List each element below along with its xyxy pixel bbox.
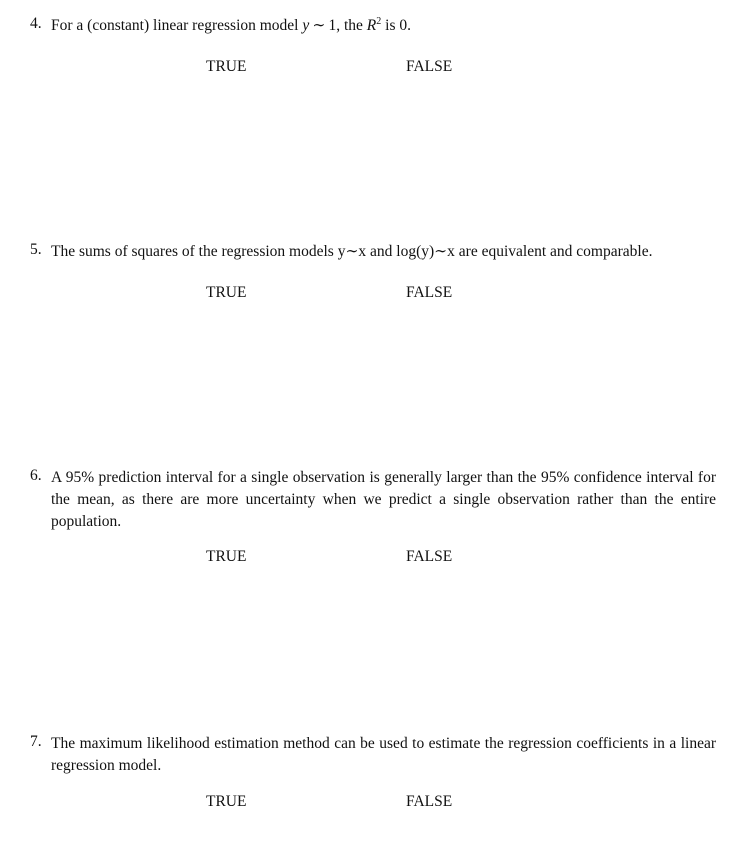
question-number: 7. xyxy=(30,733,42,750)
question-4 xyxy=(30,15,716,37)
question-text: The maximum likelihood estimation method can be used to estimate the regression coefficients in a linear regression model. xyxy=(51,735,716,774)
question-text: The sums of squares of the regression models y∼x and log(y)∼x are equivalent and comparable. xyxy=(51,243,653,260)
question-7 xyxy=(30,733,716,777)
question-text: A 95% prediction interval for a single observation is generally larger than the 95% confidence interval for the mean, as there are more uncertainty when we predict a single observation rather than the entire population. xyxy=(51,469,716,530)
question-5 xyxy=(30,241,716,263)
math-variable-y: y xyxy=(302,17,310,34)
question-text xyxy=(51,15,716,37)
question-number: 6. xyxy=(30,467,42,484)
q4-true-option[interactable]: TRUE xyxy=(206,58,247,75)
q6-true-option[interactable]: TRUE xyxy=(206,548,247,565)
q5-true-option[interactable]: TRUE xyxy=(206,284,247,301)
question-number: 4. xyxy=(30,15,42,32)
math-tilde: ∼ xyxy=(312,17,326,34)
question-6 xyxy=(30,467,716,533)
q4-false-option[interactable]: FALSE xyxy=(406,58,453,75)
q5-false-option[interactable]: FALSE xyxy=(406,284,453,301)
q6-false-option[interactable]: FALSE xyxy=(406,548,453,565)
q7-false-option[interactable]: FALSE xyxy=(406,793,453,810)
question-number: 5. xyxy=(30,241,42,258)
question-text-part: For a (constant) linear regression model xyxy=(51,17,303,34)
q7-true-option[interactable]: TRUE xyxy=(206,793,247,810)
question-text-part: is 0. xyxy=(381,17,411,34)
math-variable-R: R xyxy=(366,17,377,34)
math-one: 1 xyxy=(328,17,337,34)
question-text-part: , the xyxy=(336,17,367,34)
math-superscript: 2 xyxy=(376,16,382,27)
